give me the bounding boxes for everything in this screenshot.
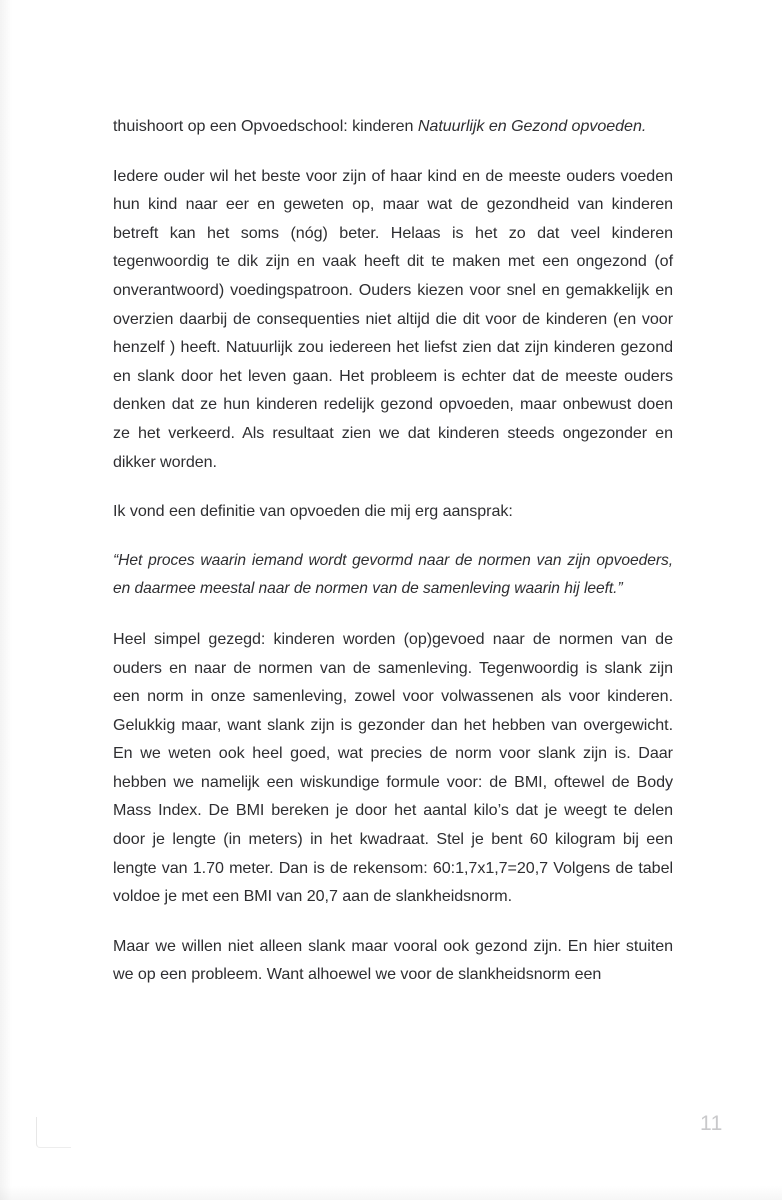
scan-edge-shadow-bottom — [0, 1186, 782, 1200]
page-text-column — [113, 112, 673, 989]
page-number: 11 — [700, 1112, 723, 1135]
book-title-italic: Natuurlijk en Gezond opvoeden. — [417, 117, 647, 135]
paragraph-continuation-lead: thuishoort op een Opvoedschool: kinderen — [113, 117, 418, 135]
scan-edge-shadow-left — [0, 0, 12, 1200]
scan-corner-artifact — [36, 1117, 71, 1148]
paragraph-definitie-intro: Ik vond een definitie van opvoeden die mij erg aansprak: — [113, 502, 513, 521]
paragraph-continuation — [113, 112, 673, 141]
paragraph-maar-we-willen: Maar we willen niet alleen slank maar vooral ook gezond zijn. En hier stuiten we op een probleem. Want alhoewel we voor de slankheidsnorm een — [113, 936, 673, 984]
paragraph-iedere-ouder: Iedere ouder wil het beste voor zijn of haar kind en de meeste ouders voeden hun kind naar eer en geweten op, maar wat de gezondheid van kinderen betreft kan het soms (nóg) beter. Helaas is het zo dat veel kinderen tegenwoordig te dik zijn en vaak heeft dit te maken met een ongezond (of onverantwoord) voedingspatroon. Ouders kiezen voor snel en gemakkelijk en overzien daarbij de consequenties niet altijd die dit voor de kinderen (en voor henzelf ) heeft. Natuurlijk zou iedereen het liefst zien dat zijn kinderen gezond en slank door het leven gaan. Het probleem is echter dat de meeste ouders denken dat ze hun kinderen redelijk gezond opvoeden, maar onbewust doen ze het verkeerd. Als resultaat zien we dat kinderen steeds ongezonder en dikker worden. — [113, 166, 673, 471]
paragraph-heel-simpel-bmi: Heel simpel gezegd: kinderen worden (op)gevoed naar de normen van de ouders en naar de normen van de samenleving. Tegenwoordig is slank zijn een norm in onze samenleving, zowel voor volwassenen als voor kinderen. Gelukkig maar, want slank zijn is gezonder dan het hebben van overgewicht. En we weten ook heel goed, wat precies de norm voor slank zijn is. Daar hebben we namelijk een wiskundige formule voor: de BMI, oftewel de Body Mass Index. De BMI bereken je door het aantal kilo’s dat je weegt te delen door je lengte (in meters) in het kwadraat. Stel je bent 60 kilogram bij een lengte van 1.70 meter. Dan is de rekensom: 60:1,7x1,7=20,7 Volgens de tabel voldoe je met een BMI van 20,7 aan de slankheidsnorm. — [113, 629, 673, 906]
blockquote-definitie-opvoeden: “Het proces waarin iemand wordt gevormd naar de normen van zijn opvoeders, en daarmee meestal naar de normen van de samenleving waarin hij leeft.” — [113, 551, 673, 598]
